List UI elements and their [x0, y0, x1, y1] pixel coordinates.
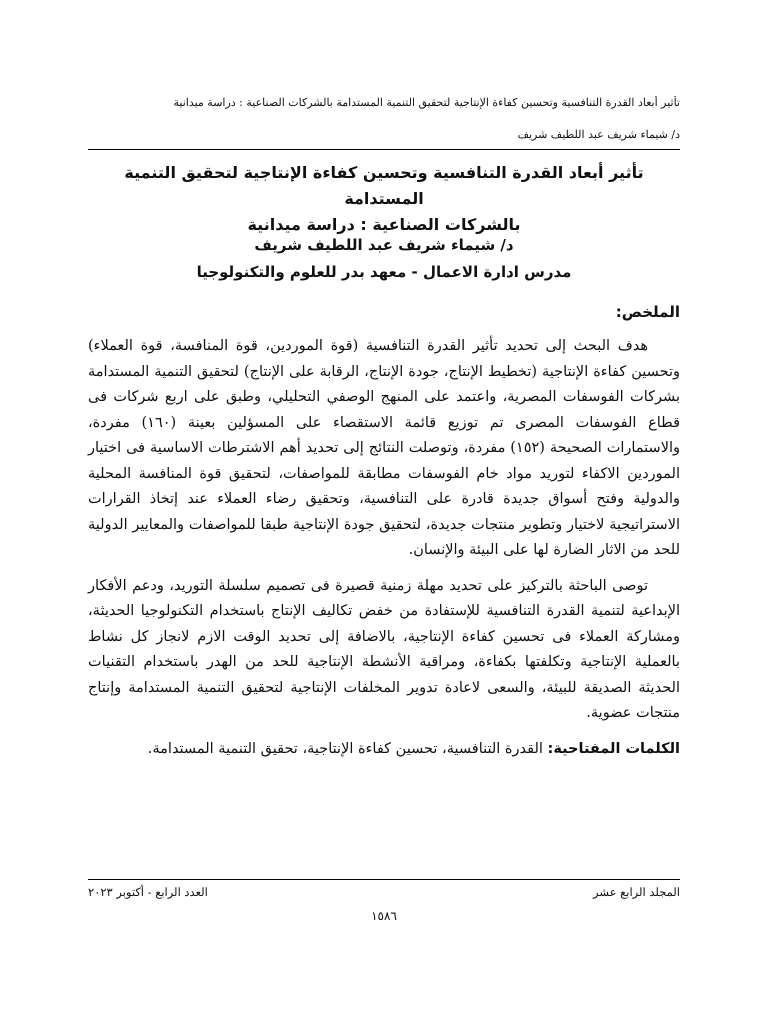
paper-title-line-2: بالشركات الصناعية : دراسة ميدانية: [247, 215, 521, 234]
footer-divider: [88, 879, 680, 880]
paper-title: [88, 160, 680, 238]
author-name: د/ شيماء شريف عبد اللطيف شريف: [254, 236, 514, 254]
running-header-title: تأثير أبعاد القدرة التنافسية وتحسين كفاءة الإنتاجية لتحقيق التنمية المستدامة بالشركات الصناعية : دراسة ميدانية: [173, 96, 680, 109]
keywords-text: القدرة التنافسية، تحسين كفاءة الإنتاجية، تحقيق التنمية المستدامة.: [147, 740, 548, 757]
running-header-author: د/ شيماء شريف عبد اللطيف شريف: [517, 128, 680, 141]
abstract-body: [88, 334, 680, 762]
header-divider: [88, 149, 680, 150]
document-page: [88, 0, 680, 1024]
abstract-paragraph-1: هدف البحث إلى تحديد تأثير القدرة التنافسية (قوة الموردين، قوة المنافسة، قوة العملاء) وتحسين كفاءة الإنتاجية (تخطيط الإنتاج، جودة الإنتاج، الرقابة على الإنتاج) لتحقيق التنمية المستدامة بشركات الفوسفات المصرية، واعتمد على المنهج الوصفي التحليلي، وطبق على اربع شركات فى قطاع الفوسفات المصرى تم توزيع قائمة الاستقصاء على المسؤلين بعينة (١٦٠) مفردة، والاستمارات الصحيحة (١٥٢) مفردة، وتوصلت النتائج إلى تحديد أهم الاشترطات الاساسية فى اختيار الموردين الاكفاء لتوريد مواد خام الفوسفات مطابقة للمواصفات، لتحقيق قوة المنافسة المحلية والدولية وفتح أسواق جديدة قادرة على التنافسية، وتحقيق رضاء العملاء عند إتخاذ القرارات الاستراتيجية لاختيار وتطوير منتجات جديدة، لتحقيق جودة الإنتاجية طبقا للمواصفات والمعايير الدولية للحد من الاثار الضارة لها على البيئة والإنسان.: [88, 338, 680, 558]
author-block: [88, 232, 680, 286]
page-number: ١٥٨٦: [371, 909, 397, 923]
abstract-heading: الملخص:: [615, 303, 680, 321]
abstract-paragraph-2: توصى الباحثة بالتركيز على تحديد مهلة زمنية قصيرة فى تصميم سلسلة التوريد، ودعم الأفكار الإبداعية لتنمية القدرة التنافسية للإستفادة من خفض تكاليف الإنتاج باستخدام التكنولوجيا الحديثة، ومشاركة العملاء فى تحسين كفاءة الإنتاجية، بالاضافة إلى تحديد الوقت الازم لانجاز كل نشاط بالعملية الإنتاجية وتكلفتها بكفاءة، ومراقبة الأنشطة الإنتاجية للحد من الهدر باستخدام التقنيات الحديثة الصديقة للبيئة، والسعى لاعادة تدوير المخلفات الإنتاجية لتحقيق التنمية المستدامة وإنتاج منتجات عضوية.: [88, 577, 680, 721]
author-affiliation: مدرس ادارة الاعمال - معهد بدر للعلوم والتكنولوجيا: [196, 263, 572, 281]
keywords-label: الكلمات المفتاحية:: [547, 740, 680, 757]
keywords-line: [88, 737, 680, 763]
page-footer: [88, 884, 680, 902]
footer-volume: المجلد الرابع عشر: [593, 885, 680, 899]
paper-title-line-1: تأثير أبعاد القدرة التنافسية وتحسين كفاءة الإنتاجية لتحقيق التنمية المستدامة: [124, 163, 644, 208]
footer-issue: العدد الرابع - أكتوبر ٢٠٢٣: [88, 885, 208, 899]
